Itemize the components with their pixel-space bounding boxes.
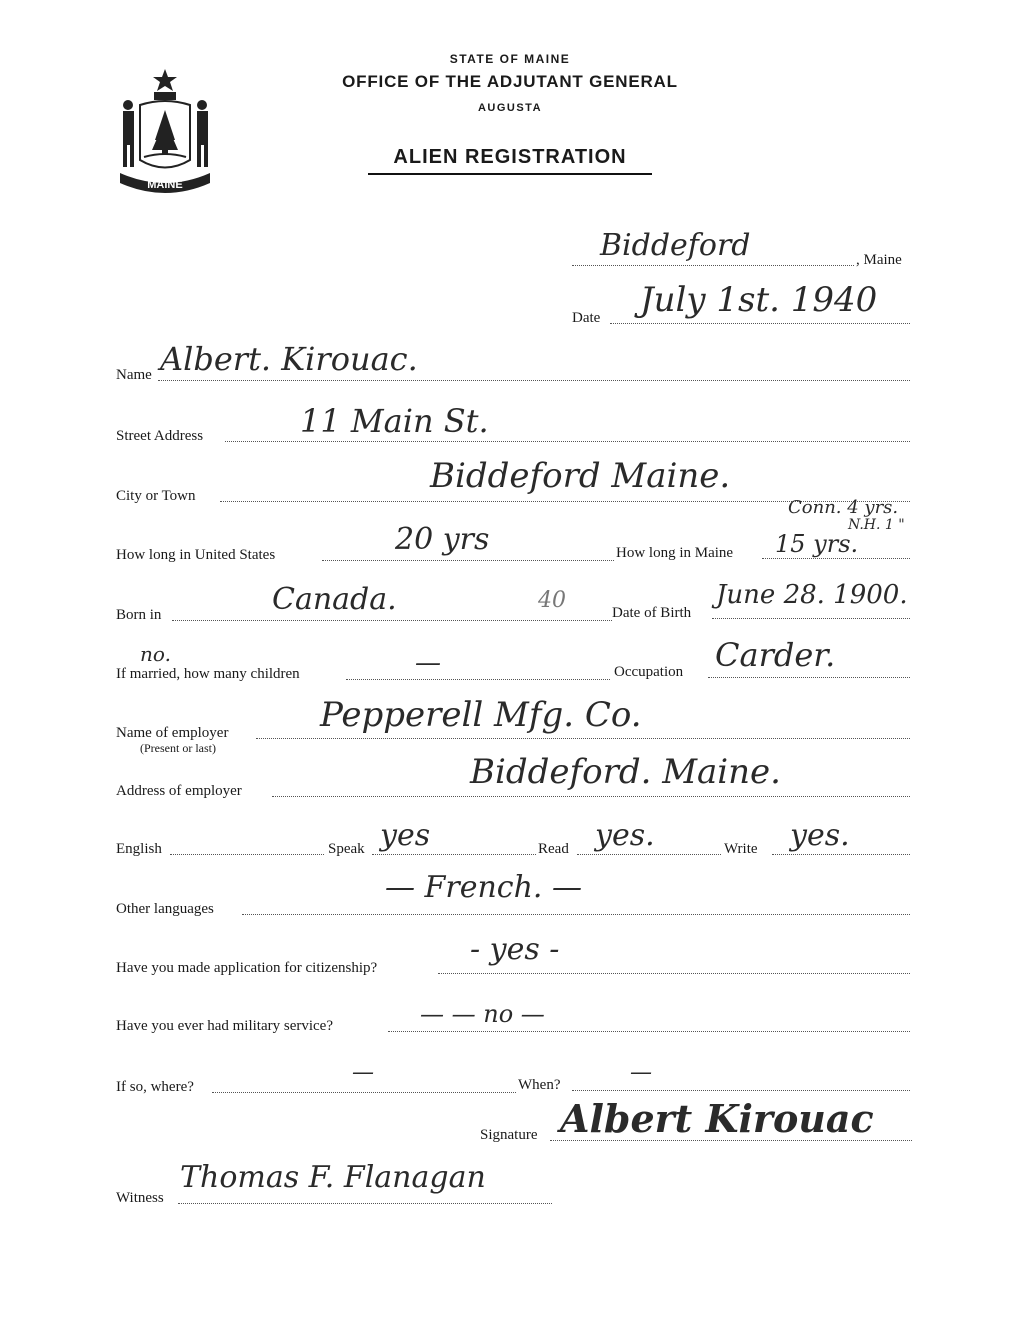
how-long-us-value: 20 yrs	[395, 522, 490, 557]
read-line	[577, 854, 721, 855]
born-in-line	[172, 620, 612, 621]
children-label: If married, how many children	[116, 666, 300, 682]
occupation-label: Occupation	[614, 664, 684, 680]
english-label: English	[116, 841, 162, 857]
occupation-value: Carder.	[715, 636, 836, 674]
date-of-birth-line	[712, 618, 910, 619]
military-line	[388, 1031, 910, 1032]
when-value: —	[630, 1060, 652, 1085]
name-line	[158, 380, 910, 381]
how-long-maine-note-nh: N.H. 1 "	[848, 517, 905, 533]
street-label: Street Address	[116, 428, 204, 444]
occupation-line	[708, 677, 910, 678]
employer-address-line	[272, 796, 910, 797]
born-in-label: Born in	[116, 607, 162, 623]
read-value: yes.	[595, 818, 655, 853]
witness-value: Thomas F. Flanagan	[180, 1160, 486, 1195]
employer-value: Pepperell Mfg. Co.	[320, 695, 642, 735]
form-title: ALIEN REGISTRATION	[368, 146, 652, 175]
military-label: Have you ever had military service?	[116, 1018, 333, 1034]
citizenship-value: - yes -	[470, 932, 560, 967]
speak-value: yes	[380, 818, 431, 853]
how-long-maine-line	[762, 558, 910, 559]
other-languages-value: — French. —	[385, 870, 582, 905]
other-languages-label: Other languages	[116, 901, 214, 917]
born-in-value: Canada.	[272, 582, 397, 617]
when-line	[572, 1090, 910, 1091]
how-long-maine-label: How long in Maine	[616, 545, 734, 561]
witness-label: Witness	[116, 1190, 164, 1206]
city-value: Biddeford Maine.	[430, 456, 731, 496]
when-label: When?	[518, 1077, 561, 1093]
children-value: —	[415, 648, 441, 678]
how-long-maine-note-conn: Conn. 4 yrs.	[788, 497, 899, 518]
date-label: Date	[572, 310, 601, 326]
age-note: 40	[538, 588, 566, 613]
speak-label: Speak	[328, 841, 365, 857]
city-label: City or Town	[116, 488, 196, 504]
name-value: Albert. Kirouac.	[160, 340, 418, 378]
street-line	[225, 441, 910, 442]
employer-line	[256, 738, 910, 739]
state-of-maine-seal-icon	[110, 65, 220, 195]
town-line	[572, 265, 854, 266]
town-value: Biddeford	[600, 228, 751, 263]
date-of-birth-label: Date of Birth	[612, 605, 692, 621]
office-heading: OFFICE OF THE ADJUTANT GENERAL	[342, 72, 678, 91]
citizenship-label: Have you made application for citizenship?	[116, 960, 378, 976]
signature-value: Albert Kirouac	[560, 1096, 874, 1141]
date-of-birth-value: June 28. 1900.	[716, 580, 908, 610]
read-label: Read	[538, 841, 569, 857]
how-long-us-label: How long in United States	[116, 547, 276, 563]
employer-address-value: Biddeford. Maine.	[470, 752, 781, 792]
where-line	[212, 1092, 516, 1093]
write-line	[772, 854, 910, 855]
other-languages-line	[242, 914, 910, 915]
write-value: yes.	[790, 818, 850, 853]
employer-address-label: Address of employer	[116, 783, 242, 799]
english-line	[170, 854, 324, 855]
employer-note: (Present or last)	[140, 741, 216, 755]
marital-note: no.	[140, 642, 171, 666]
how-long-us-line	[322, 560, 614, 561]
street-value: 11 Main St.	[300, 402, 489, 440]
city-heading: AUGUSTA	[477, 102, 543, 114]
speak-line	[372, 854, 536, 855]
seal-banner-text: MAINE	[147, 179, 183, 191]
date-line	[610, 323, 910, 324]
name-label: Name	[116, 367, 152, 383]
where-label: If so, where?	[116, 1079, 194, 1095]
signature-label: Signature	[480, 1127, 538, 1143]
children-line	[346, 679, 610, 680]
maine-label: , Maine	[856, 252, 902, 268]
where-value: —	[352, 1060, 374, 1085]
witness-line	[178, 1203, 552, 1204]
write-label: Write	[724, 841, 758, 857]
state-heading: STATE OF MAINE	[449, 52, 571, 66]
military-value: — — no —	[420, 1000, 545, 1028]
date-value: July 1st. 1940	[640, 280, 878, 320]
how-long-maine-value: 15 yrs.	[775, 530, 859, 558]
citizenship-line	[438, 973, 910, 974]
employer-label: Name of employer	[116, 725, 229, 741]
